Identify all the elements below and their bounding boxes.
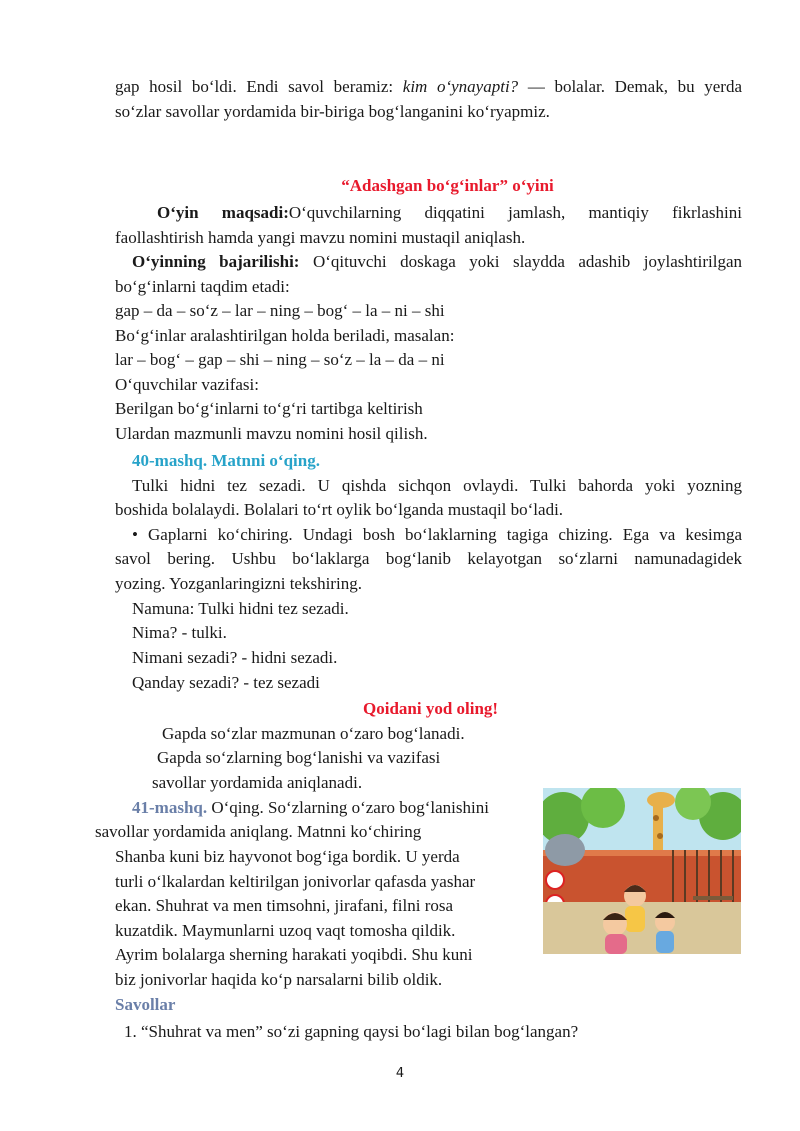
- page-number: 4: [395, 1066, 405, 1081]
- sample-line-3: Nimani sezadi? - hidni sezadi.: [132, 648, 338, 667]
- story-line-3: ekan. Shuhrat va men timsohni, jirafani, filni rosa: [115, 896, 454, 915]
- task-label: O‘quvchilar vazifasi:: [115, 375, 259, 394]
- story-line-4: kuzatdik. Maymunlarni uzoq vaqt tomosha qildik.: [115, 921, 456, 940]
- exercise-40-heading: 40-mashq. Matnni o‘qing.: [132, 451, 320, 470]
- question-1: 1. “Shuhrat va men” so‘zi gapning qaysi bo‘lagi bilan bog‘langan?: [124, 1022, 579, 1041]
- rule-line-3: savollar yordamida aniqlanadi.: [152, 773, 363, 792]
- rule-title: Qoidani yod oling!: [363, 699, 499, 718]
- exercise-41-heading: 41-mashq.: [132, 798, 208, 817]
- sample-line-1: Namuna: Tulki hidni tez sezadi.: [132, 599, 349, 618]
- task-item-2: Ulardan mazmunli mavzu nomini hosil qilish.: [115, 424, 428, 443]
- rule-line-1: Gapda so‘zlar mazmunan o‘zaro bog‘lanadi.: [162, 724, 465, 743]
- question-italic: kim o‘ynayapti?: [402, 77, 519, 96]
- game-goal-line-2: faollashtirish hamda yangi mavzu nomini mustaqil aniqlash.: [115, 228, 526, 247]
- game-proc-line-2: bo‘g‘inlarni taqdim etadi:: [115, 277, 290, 296]
- syllables-mixed: lar – bog‘ – gap – shi – ning – so‘z – la – da – ni: [115, 350, 445, 369]
- intro-line-1: [115, 76, 742, 98]
- ex40-line-5: yozing. Yozganlaringizni tekshiring.: [115, 574, 362, 593]
- ex41-line-1: [132, 797, 489, 819]
- ex40-line-2: boshida bolalaydi. Bolalari to‘rt oylik bo‘lganda mustaqil bo‘ladi.: [115, 500, 564, 519]
- procedure-label: O‘yinning bajarilishi:: [132, 252, 300, 271]
- syllables-note: Bo‘g‘inlar aralashtirilgan holda beriladi, masalan:: [115, 326, 455, 345]
- ex40-line-4: savol bering. Ushbu bo‘laklarga bog‘lanib kelayotgan so‘zlarni namunadagidek: [115, 549, 742, 568]
- text: O‘qituvchi doskaga yoki slaydda adashib joylashtirilgan: [299, 252, 742, 271]
- story-line-6: biz jonivorlar haqida ko‘p narsalarni bilib oldik.: [115, 970, 443, 989]
- game-title: “Adashgan bo‘g‘inlar” o‘yini: [341, 176, 554, 195]
- story-line-5: Ayrim bolalarga sherning harakati yoqibdi. Shu kuni: [115, 945, 473, 964]
- sample-line-4: Qanday sezadi? - tez sezadi: [132, 673, 320, 692]
- sample-line-2: Nima? - tulki.: [132, 623, 227, 642]
- text: gap hosil bo‘ldi. Endi savol beramiz:: [115, 77, 403, 96]
- text: — bolalar. Demak, bu yerda: [518, 77, 742, 96]
- ex40-line-1: Tulki hidni tez sezadi. U qishda sichqon ovlaydi. Tulki bahorda yoki yozning: [132, 476, 742, 495]
- rule-line-2: Gapda so‘zlarning bog‘lanishi va vazifasi: [157, 748, 441, 767]
- ex41-line-2: savollar yordamida aniqlang. Matnni ko‘chiring: [95, 822, 422, 841]
- story-line-2: turli o‘lkalardan keltirilgan jonivorlar qafasda yashar: [115, 872, 476, 891]
- ex40-line-3: • Gaplarni ko‘chiring. Undagi bosh bo‘laklarning tagiga chizing. Ega va kesimga: [132, 525, 742, 544]
- questions-heading: Savollar: [115, 995, 176, 1014]
- syllables-ordered: gap – da – so‘z – lar – ning – bog‘ – la – ni – shi: [115, 301, 445, 320]
- intro-line-2: so‘zlar savollar yordamida bir-biriga bog‘langanini ko‘ryapmiz.: [115, 102, 550, 121]
- game-proc-line-1: [132, 251, 742, 273]
- task-item-1: Berilgan bo‘g‘inlarni to‘g‘ri tartibga keltirish: [115, 399, 423, 418]
- game-goal-line-1: [157, 202, 742, 224]
- text: O‘qing. So‘zlarning o‘zaro bog‘lanishini: [207, 798, 489, 817]
- zoo-illustration: [543, 788, 741, 954]
- story-line-1: Shanba kuni biz hayvonot bog‘iga bordik. U yerda: [115, 847, 460, 866]
- goal-label: O‘yin maqsadi:: [157, 203, 289, 222]
- text: O‘quvchilarning diqqatini jamlash, mantiqiy fikrlashini: [288, 203, 742, 222]
